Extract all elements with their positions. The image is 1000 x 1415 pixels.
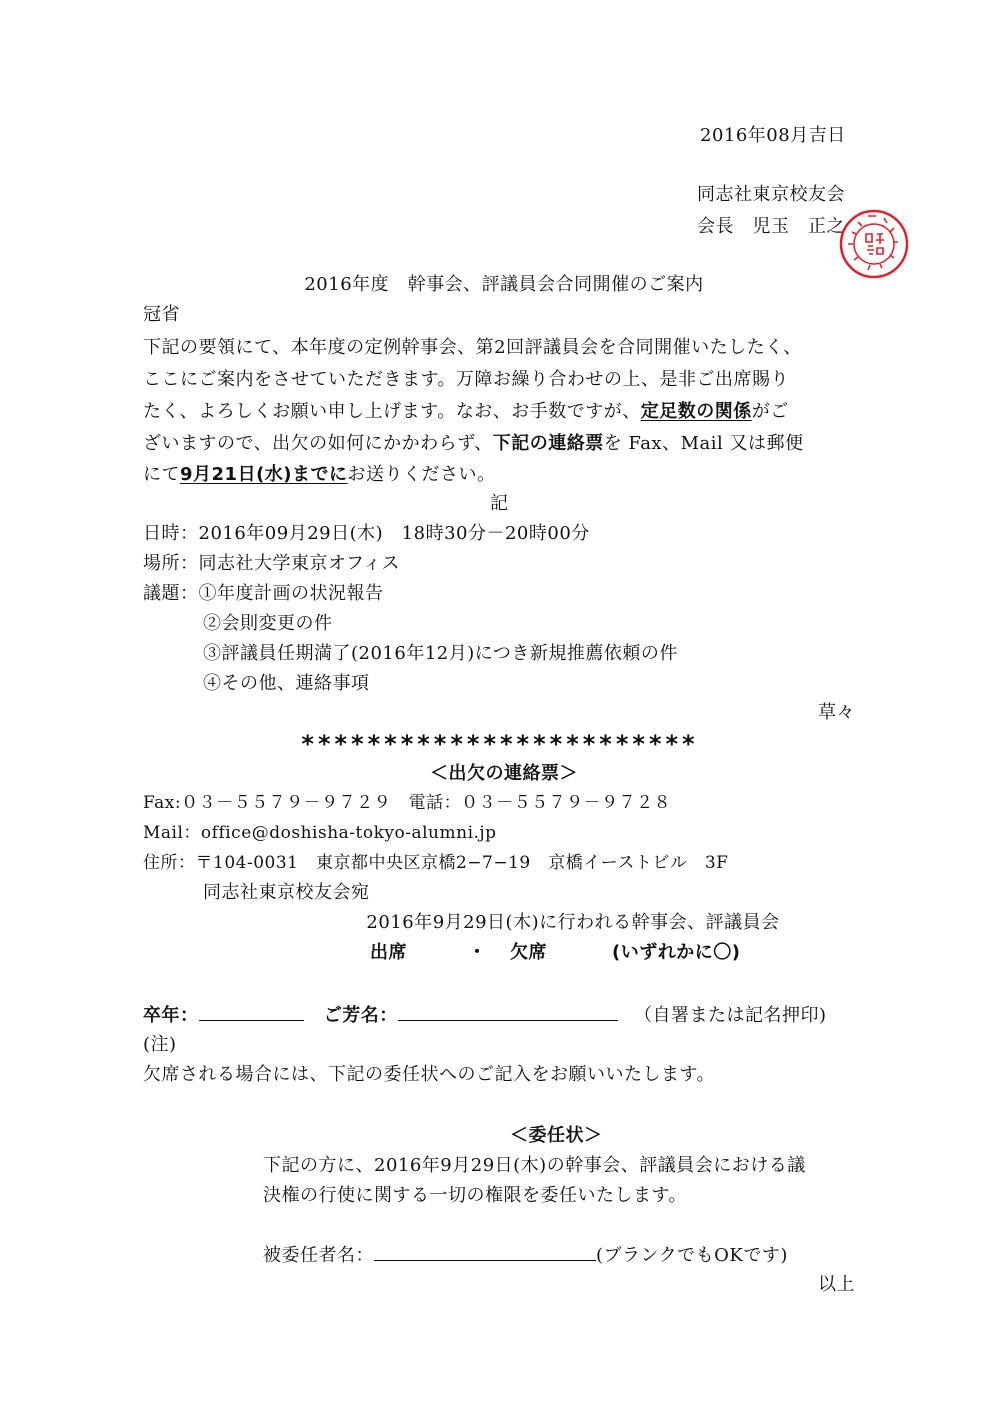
agenda-label: 議題： (143, 583, 199, 604)
delegate-name-field[interactable] (374, 1242, 596, 1261)
body-text: ざいますので、出欠の如何にかかわらず、 (143, 433, 493, 454)
choose-note: (いずれかに〇) (612, 942, 741, 963)
agenda-item: ②会則変更の件 (203, 613, 333, 634)
body-line-3 (143, 400, 789, 424)
event-line: 2016年9月29日(木)に行われる幹事会、評議員会 (366, 912, 780, 933)
agenda-item: ①年度計画の状況報告 (198, 583, 384, 604)
closing-ijou: 以上 (818, 1274, 855, 1295)
reply-form-emphasis: 下記の連絡票 (492, 433, 604, 454)
organization-name: 同志社東京校友会 (697, 184, 845, 205)
body-line-5 (143, 463, 496, 487)
deadline-emphasis: 9月21日(水)までに (180, 464, 348, 485)
closing-sousou: 草々 (818, 702, 855, 723)
body-text: たく、よろしくお願い申し上げます。なお、お手数ですが、 (143, 401, 641, 422)
proxy-line-2: 決権の行使に関する一切の権限を委任いたします。 (263, 1185, 688, 1206)
agenda-item: ③評議員任期満了(2016年12月)につき新規推薦依頼の件 (203, 643, 678, 664)
delegate-row (263, 1242, 788, 1268)
reply-form-title: ＜出欠の連絡票＞ (430, 763, 578, 784)
datetime-row (143, 522, 590, 546)
option-separator: ・ (468, 942, 487, 963)
ki-heading: 記 (490, 493, 509, 514)
body-text: を Fax、Mail 又は郵便 (603, 433, 804, 454)
datetime-label: 日時： (143, 523, 199, 544)
datetime-value: 2016年09月29日(木) 18時30分－20時00分 (198, 523, 590, 544)
attend-option[interactable]: 出席 (370, 942, 407, 963)
blank-ok-note: (ブランクでもOKです) (596, 1245, 788, 1266)
delegate-label: 被委任者名： (263, 1245, 374, 1266)
address-line: 住所：〒104-0031 東京都中央区京橋2−7−19 京橋イーストビル 3F (143, 853, 729, 873)
letter-title: 2016年度 幹事会、評議員会合同開催のご案内 (304, 274, 704, 295)
place-row (143, 552, 400, 576)
signatory-name: 会長 児玉 正之 (697, 216, 845, 237)
addressee-line: 同志社東京校友会宛 (203, 882, 370, 903)
name-field[interactable] (398, 1002, 618, 1021)
proxy-line-1: 下記の方に、2016年9月29日(木)の幹事会、評議員会における議 (263, 1155, 806, 1176)
place-value: 同志社大学東京オフィス (198, 553, 401, 574)
salutation: 冠省 (143, 304, 180, 325)
place-label: 場所： (143, 553, 199, 574)
note-label: (注) (143, 1034, 177, 1055)
body-text: お送りください。 (347, 464, 496, 485)
grad-year-label: 卒年： (143, 1005, 199, 1026)
absent-option[interactable]: 欠席 (510, 942, 547, 963)
document-date: 2016年08月吉日 (700, 125, 846, 146)
grad-year-field[interactable] (199, 1002, 304, 1021)
body-text: にて (143, 464, 180, 485)
proxy-title: ＜委任状＞ (510, 1125, 603, 1146)
hanko-seal-icon (838, 208, 910, 280)
body-line-2: ここにご案内をさせていただきます。万障お繰り合わせの上、是非ご出席賜り (143, 369, 790, 390)
asterisk-separator: ************************ (301, 730, 699, 758)
mail-line: Mail：office@doshisha-tokyo-alumni.jp (143, 823, 497, 843)
agenda-row (143, 582, 384, 606)
body-line-1: 下記の要領にて、本年度の定例幹事会、第2回評議員会を合同開催いたしたく、 (143, 337, 802, 358)
signature-note: （自署または記名押印) (633, 1005, 827, 1026)
name-label: ご芳名： (323, 1005, 398, 1026)
fax-phone-line: Fax:０３－５５７９－９７２９ 電話：０３－５５７９－９７２８ (143, 793, 672, 813)
body-line-4 (143, 432, 803, 456)
signature-row (143, 1002, 827, 1028)
quorum-emphasis: 定足数の関係 (640, 401, 752, 422)
agenda-item: ④その他、連絡事項 (203, 673, 370, 694)
body-text: がご (751, 401, 789, 422)
note-text: 欠席される場合には、下記の委任状へのご記入をお願いいたします。 (143, 1064, 716, 1085)
